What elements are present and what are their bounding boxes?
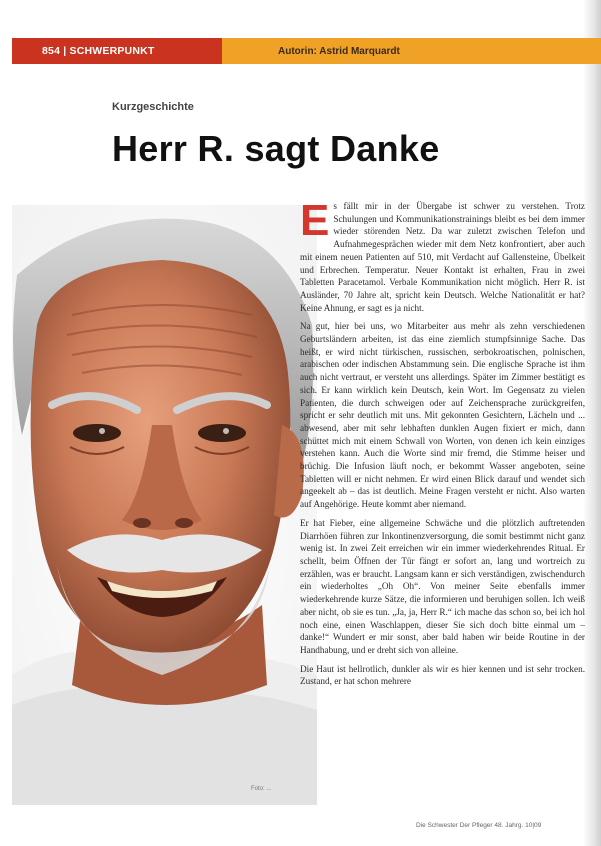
paragraph-1-text: s fällt mir in der Übergabe ist schwer zu verstehen. Trotz Schulungen und Kommunikationstrainings bleibt es bei dem immer wieder störenden Netz. Da war zuletzt zwischen Telefon und Aufnahmegesprächen wieder mit dem Netz konfrontiert, aber auch mit einem neuen Patienten auf 510, mit Verdacht auf Gallensteine, Übelkeit und Erbrechen. Temperatur. Neuer Kontakt ist erhalten, Frau in zwei Tabletten Paracetamol. Verbale Kommunikation nicht möglich. Herr R. ist Ausländer, 70 Jahre alt, spricht kein Deutsch. Welche Nationalität er hat? Keine Ahnung, er sagt es ja nicht. (300, 201, 585, 313)
paragraph-1 (300, 196, 585, 314)
page-footer: Die Schwester Der Pfleger 48. Jahrg. 10|09 (416, 822, 542, 829)
page-edge-shadow (583, 0, 601, 846)
author-line: Autorin: Astrid Marquardt (278, 45, 400, 57)
dropcap-letter: E (300, 196, 330, 245)
section-label: 854 | SCHWERPUNKT (12, 38, 222, 64)
paragraph-2: Na gut, hier bei uns, wo Mitarbeiter aus mehr als zehn verschiedenen Geburtsländern arbeiten, ist das eine ziemlich stumpfsinnige Sache. Das heißt, er wird nicht türkischen, russischen, serbokroatischen, polnischen, arabischen oder indischen Abstammung sein. Die englische Sprache ist ihm auch nicht vertraut, er versteht uns allerdings. Später im Zimmer bestätigt es sich. Er kann wirklich kein Deutsch, kein Wort. Im Gegensatz zu vielen Patienten, die durch schweigen oder auf Zeichensprache zurückgreifen, spricht er sehr deutlich mit uns. Mit gekonnten Gesichtern, Lächeln und ... abwesend, aber mit sehr lebhaften dunklen Augen fixiert er mich, dann schüttet mich mit einem Schwall von Worten, von denen ich kein einziges verstehen kann. Auch die Worte sind mir fremd, die Stimme heiser und brüchig. Die Infusion läuft noch, er bekommt Wasser angeboten, seine Tabletten will er nicht nehmen. Er wird einen Blick darauf und wendet sich angeekelt ab – das ist deutlich. Meine Fragen versteht er nicht. Also warten auf Angehörige. Heute kommt aber niemand. (300, 321, 585, 510)
article-body (300, 196, 585, 694)
article-title: Herr R. sagt Danke (112, 128, 440, 169)
section-header-bar (12, 38, 601, 64)
photo-credit: Foto: ... (251, 786, 272, 792)
portrait-illustration (12, 205, 317, 805)
paragraph-4: Die Haut ist hellrotlich, dunkler als wir es hier kennen und ist sehr trocken. Zustand, er hat schon mehrere (300, 663, 585, 687)
kicker: Kurzgeschichte (112, 101, 194, 113)
paragraph-3: Er hat Fieber, eine allgemeine Schwäche und die plötzlich auftretenden Diarrhöen führen zur Inkontinenzversorgung, die somit bestimmt nicht ganz wenig ist. In zwei Zeit erreichen wir ein immer wiederkehrendes Ritual. Er schellt, beim Öffnen der Tür fängt er sofort an, lang und wortreich zu erzählen, was er braucht. Langsam kann er sich verständigen, zwischendurch ein wiederholtes „Oh Oh“. Von meiner Seite ebenfalls immer wiederkehrende kurze Sätze, die informieren und beruhigen sollen. Ich weiß aber nicht, ob sie es tun. „Ja, ja, Herr R.“ ich mache das schon so, bei ich hol noch eine, einen Waschlappen, dieser Sie sich doch bitte einmal um – danke!“ Wundert er mir sonst, aber bald haben wir beide Routine in der Handhabung, und er dreht sich von alleine. (300, 517, 585, 655)
portrait-photo (12, 205, 317, 805)
